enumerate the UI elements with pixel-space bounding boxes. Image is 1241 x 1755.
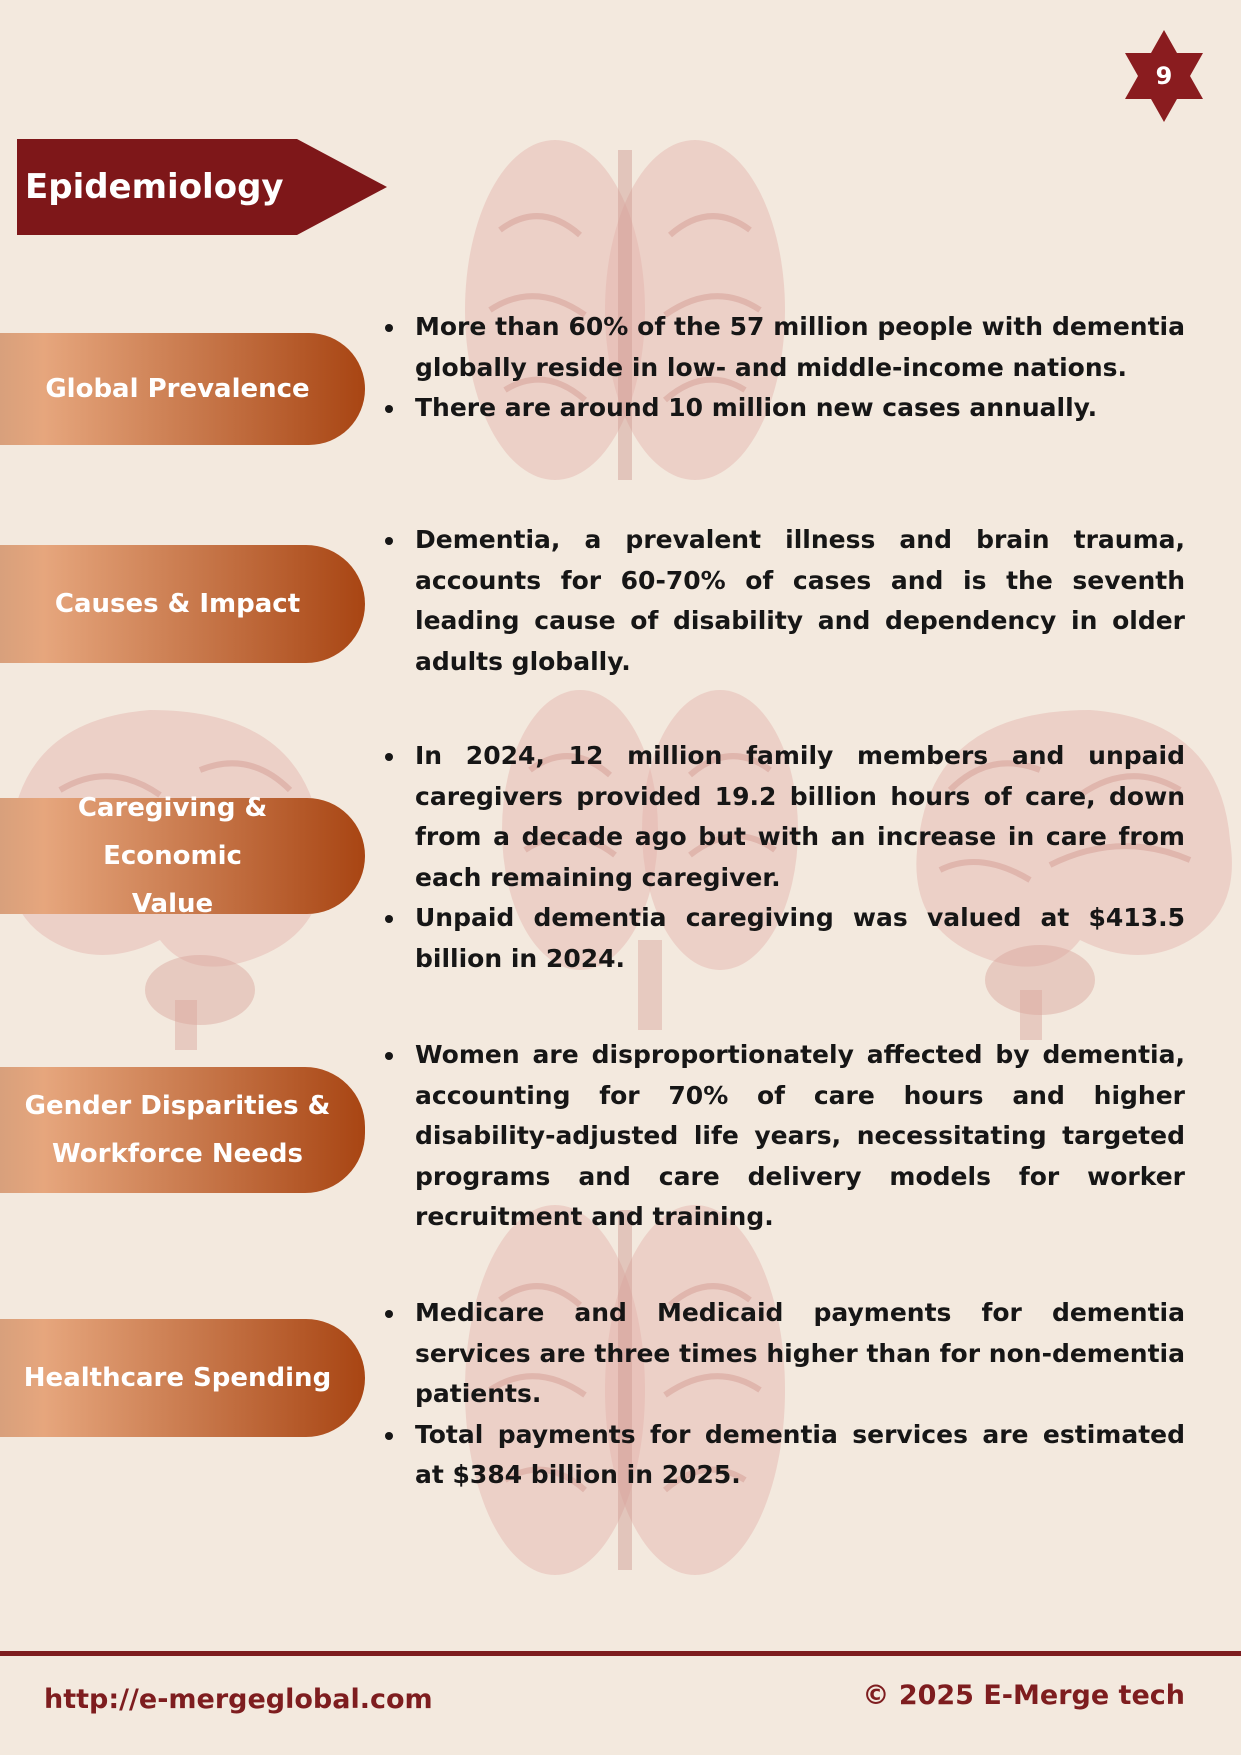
footer-divider — [0, 1651, 1241, 1656]
section-content-caregiving — [380, 736, 1185, 980]
list-item: There are around 10 million new cases annually. — [380, 388, 1185, 429]
section-content-healthcare-spending — [380, 1293, 1185, 1496]
page-title: Epidemiology — [25, 167, 284, 207]
section-label-caregiving: Caregiving & Economic Value — [0, 798, 365, 914]
list-item: Unpaid dementia caregiving was valued at $413.5 billion in 2024. — [380, 898, 1185, 979]
section-label-gender-disparities: Gender Disparities & Workforce Needs — [0, 1067, 365, 1193]
section-content-causes-impact — [380, 520, 1185, 682]
section-content-gender-disparities — [380, 1035, 1185, 1238]
title-banner — [17, 139, 387, 235]
list-item: More than 60% of the 57 million people with dementia globally reside in low- and middle-income nations. — [380, 307, 1185, 388]
page-number-badge — [1116, 28, 1212, 124]
list-item: Dementia, a prevalent illness and brain trauma, accounts for 60-70% of cases and is the seventh leading cause of disability and dependency in older adults globally. — [380, 520, 1185, 682]
list-item: Medicare and Medicaid payments for dementia services are three times higher than for non-dementia patients. — [380, 1293, 1185, 1415]
section-label-healthcare-spending: Healthcare Spending — [0, 1319, 365, 1437]
footer-url-link[interactable]: http://e-mergeglobal.com — [44, 1684, 433, 1715]
list-item: Women are disproportionately affected by dementia, accounting for 70% of care hours and higher disability-adjusted life years, necessitating targeted programs and care delivery models for worker recruitment and training. — [380, 1035, 1185, 1238]
list-item: In 2024, 12 million family members and unpaid caregivers provided 19.2 billion hours of care, down from a decade ago but with an increase in care from each remaining caregiver. — [380, 736, 1185, 898]
section-label-causes-impact: Causes & Impact — [0, 545, 365, 663]
page-number: 9 — [1155, 62, 1173, 90]
footer-copyright: © 2025 E-Merge tech — [862, 1680, 1185, 1711]
section-content-global-prevalence — [380, 307, 1185, 429]
list-item: Total payments for dementia services are estimated at $384 billion in 2025. — [380, 1415, 1185, 1496]
section-label-global-prevalence: Global Prevalence — [0, 333, 365, 445]
